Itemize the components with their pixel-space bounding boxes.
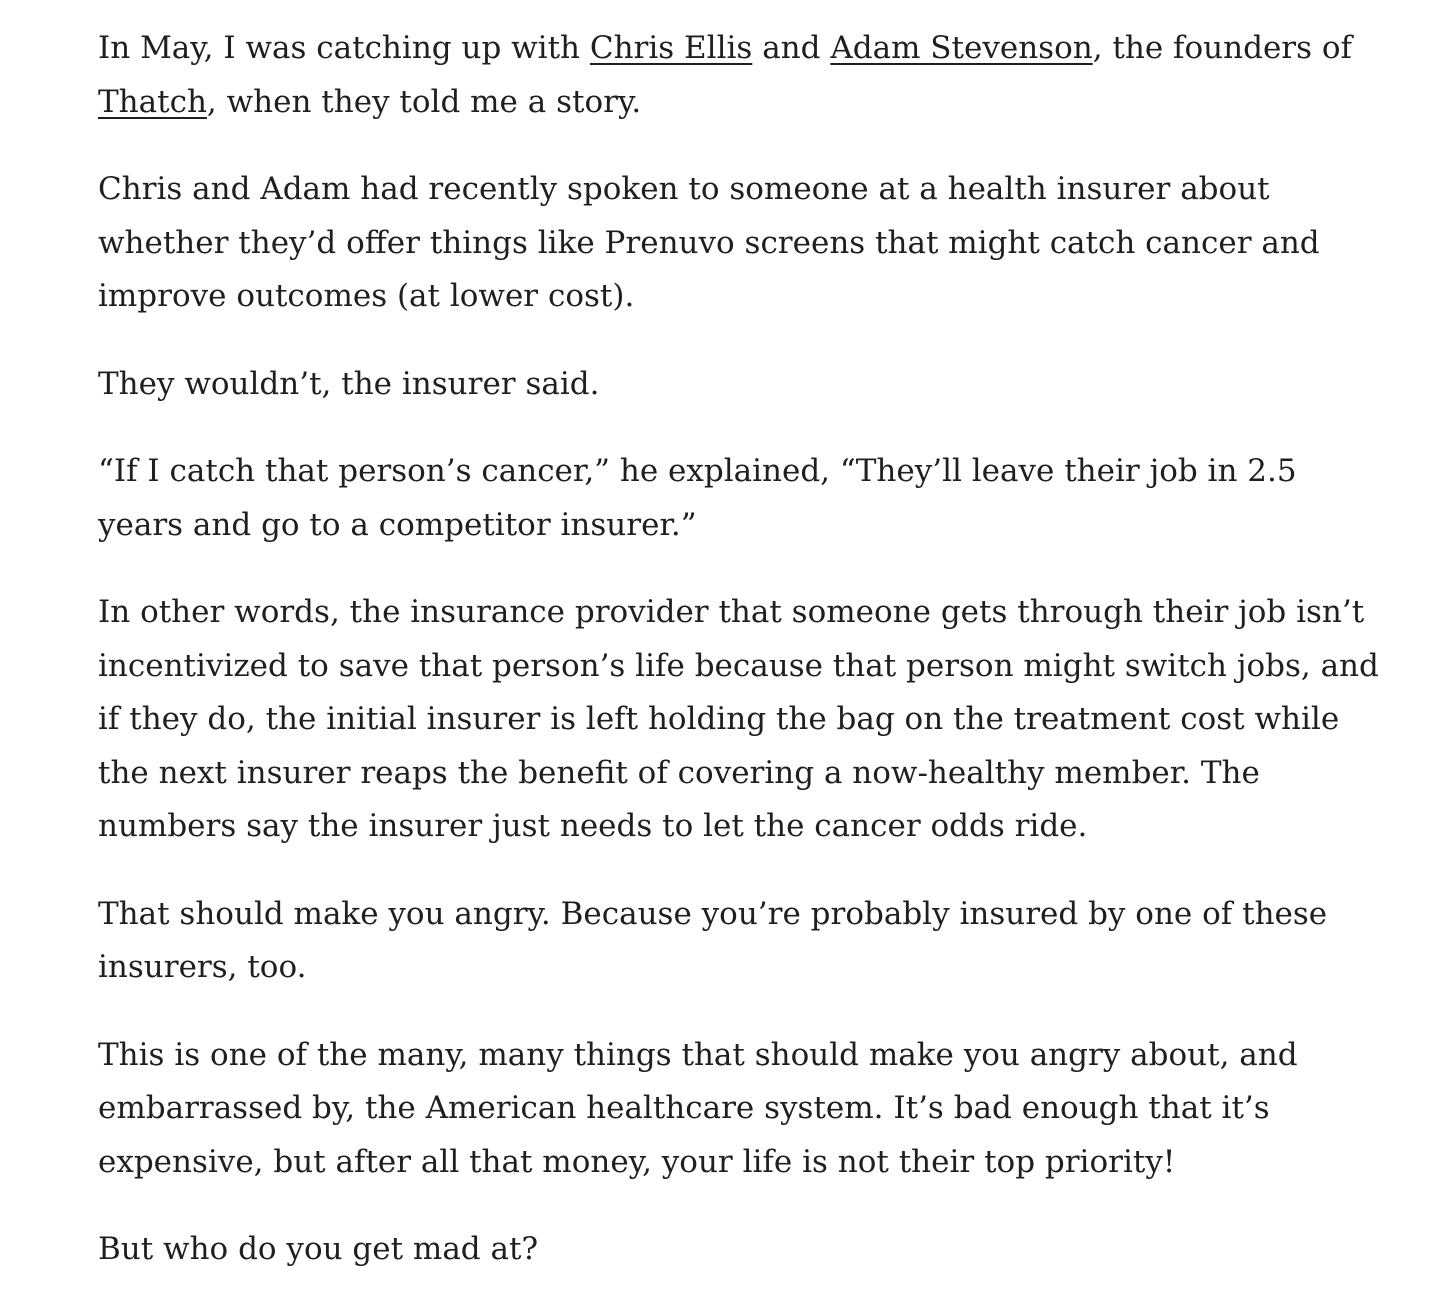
intro-text-start: In May, I was catching up with — [98, 30, 590, 66]
paragraph-5: In other words, the insurance provider that someone gets through their job isn’t incentivized to save that person’s life because that person might switch jobs, and if they do, the initial insurer is left holding the bag on the treatment cost while the next insurer reaps the benefit of covering a now-healthy member. The numbers say the insurer just needs to let the cancer odds ride. — [98, 594, 1379, 844]
link-thatch[interactable]: Thatch — [98, 83, 207, 120]
link-chris-ellis[interactable]: Chris Ellis — [589, 30, 753, 66]
link-adam-stevenson[interactable]: Adam Stevenson — [830, 30, 1093, 66]
intro-text-end: , when they told me a story. — [206, 83, 642, 120]
paragraph-4: “If I catch that person’s cancer,” he explained, “They’ll leave their job in 2.5 years and go to a competitor insurer.” — [98, 453, 1297, 543]
paragraph-2: Chris and Adam had recently spoken to someone at a health insurer about whether they’d offer things like Prenuvo screens that might catch cancer and improve outcomes (at lower cost). — [98, 171, 1320, 314]
intro-text-founders: , the founders of — [1092, 30, 1353, 66]
article-body — [98, 22, 1388, 1311]
paragraph-intro — [98, 22, 1388, 129]
paragraph-7: This is one of the many, many things that should make you angry about, and embarrassed by, the American healthcare system. It’s bad enough that it’s expensive, but after all that money, your life is not their top priority! — [98, 1036, 1298, 1180]
intro-text-and: and — [752, 30, 831, 66]
paragraph-3: They wouldn’t, the insurer said. — [98, 365, 600, 402]
paragraph-6: That should make you angry. Because you’re probably insured by one of these insurers, too. — [98, 895, 1328, 985]
paragraph-8: But who do you get mad at? — [98, 1231, 539, 1267]
